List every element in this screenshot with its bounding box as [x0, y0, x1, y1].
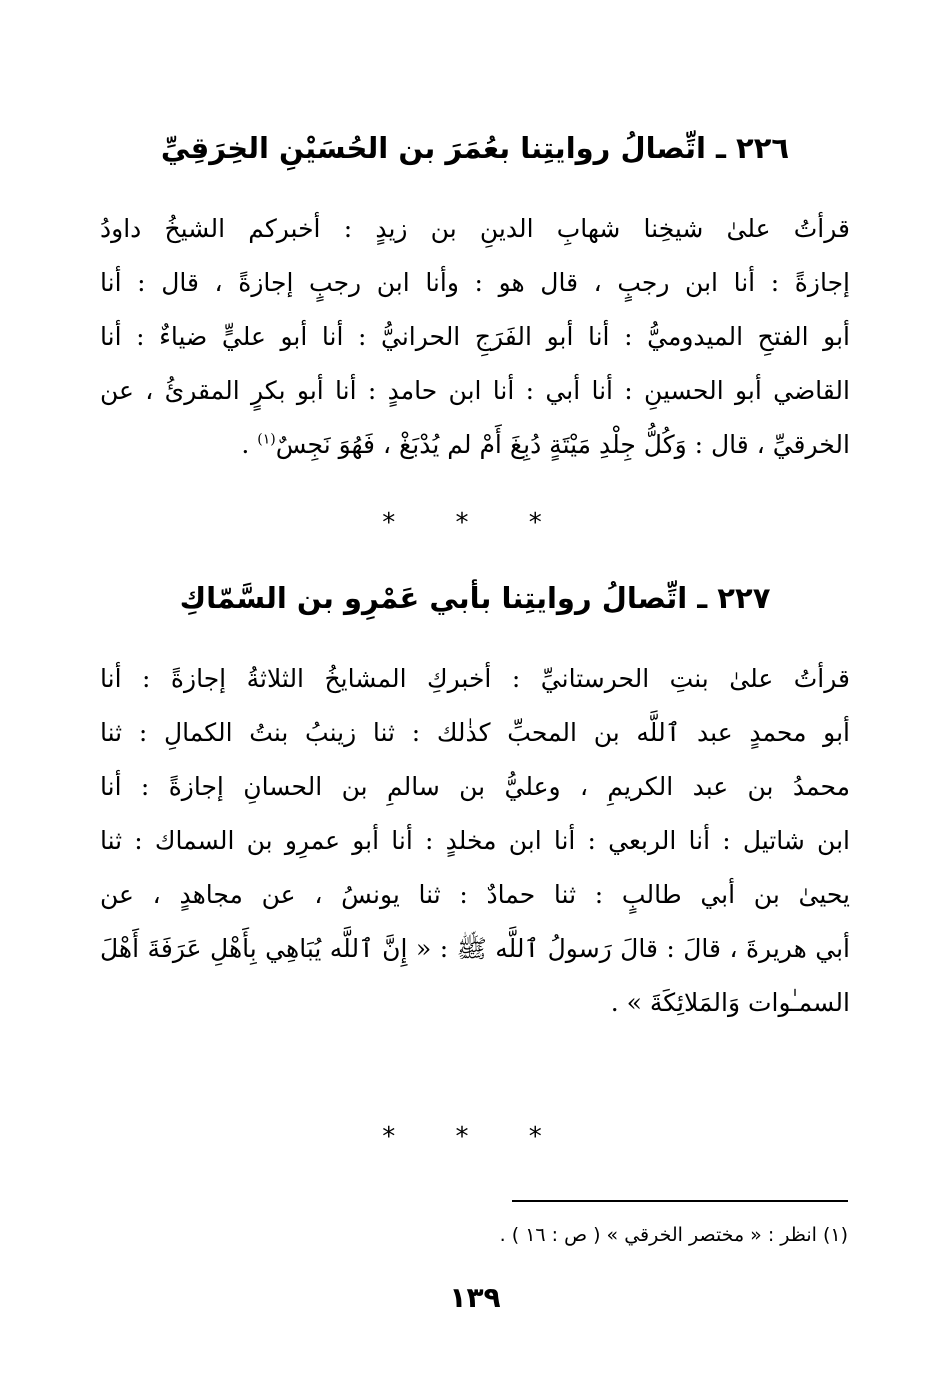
footnote: (١) انظر : « مختصر الخرقي » ( ص : ١٦ ) .	[499, 1224, 848, 1246]
paragraph-last-line	[100, 418, 850, 472]
section-227-paragraph	[100, 652, 850, 1030]
paragraph-line: محمدُ بن عبد الكريمِ ، وعليُّ بن سالمِ بن الحسانِ إجازةً : أنا	[100, 772, 850, 801]
paragraph-line: أبي هريرةَ ، قالَ : قالَ رَسولُ ٱللَّه ﷺ : « إِنَّ ٱللَّه يُبَاهِي بِأَهْلِ عَرَفَةَ أَهْلَ	[100, 934, 850, 963]
paragraph-text: الخرقيِّ ، قال : وَكُلُّ جِلْدِ مَيْتَةٍ دُبِغَ أَمْ لم يُدْبَغْ ، فَهُوَ نَجِسٌ	[275, 430, 850, 459]
paragraph-line: يحيىٰ بن أبي طالبٍ : ثنا حمادٌ : ثنا يونسُ ، عن مجاهدٍ ، عن	[100, 880, 850, 909]
paragraph-line: قرأتُ علىٰ شيخِنا شهابِ الدينِ بن زيدٍ : أخبركم الشيخُ داودُ	[100, 214, 850, 243]
paragraph-line: ابن شاتيل : أنا الربعي : أنا ابن مخلدٍ : أنا أبو عمرِو بن السماك : ثنا	[100, 826, 850, 855]
paragraph-line: أبو الفتحِ الميدوميُّ : أنا أبو الفَرَجِ الحرانيُّ : أنا أبو عليٍّ ضياءٌ : أنا	[100, 322, 850, 351]
section-separator: * * *	[382, 1122, 568, 1152]
section-226-heading: ٢٢٦ ـ اتِّصالُ روايتِنا بعُمَرَ بن الحُسَيْنِ الخِرَقِيِّ	[160, 131, 790, 165]
section-226-paragraph	[100, 202, 850, 472]
section-separator: * * *	[382, 508, 568, 538]
paragraph-line: قرأتُ علىٰ بنتِ الحرستانيِّ : أخبركِ المشايخُ الثلاثةُ إجازةً : أنا	[100, 664, 850, 693]
footnote-divider	[512, 1200, 848, 1202]
paragraph-line: إجازةً : أنا ابن رجبٍ ، قال هو : وأنا ابن رجبٍ إجازةً ، قال : أنا	[100, 268, 850, 297]
paragraph-end: .	[241, 430, 258, 459]
page-number: ١٣٩	[449, 1281, 501, 1314]
paragraph-last-line: السمـٰوات وَالمَلائِكَةَ » .	[610, 988, 850, 1017]
footnote-marker: (١)	[257, 431, 276, 448]
paragraph-line: أبو محمدٍ عبد ٱللَّه بن المحبِّ كذٰلك : ثنا زينبُ بنتُ الكمالِ : ثنا	[100, 718, 850, 747]
section-227-heading: ٢٢٧ ـ اتِّصالُ روايتِنا بأبي عَمْرِو بن السَّمّاكِ	[179, 581, 771, 615]
paragraph-line: القاضي أبو الحسينِ : أنا أبي : أنا ابن حامدٍ : أنا أبو بكرٍ المقرئُ ، عن	[100, 376, 850, 405]
